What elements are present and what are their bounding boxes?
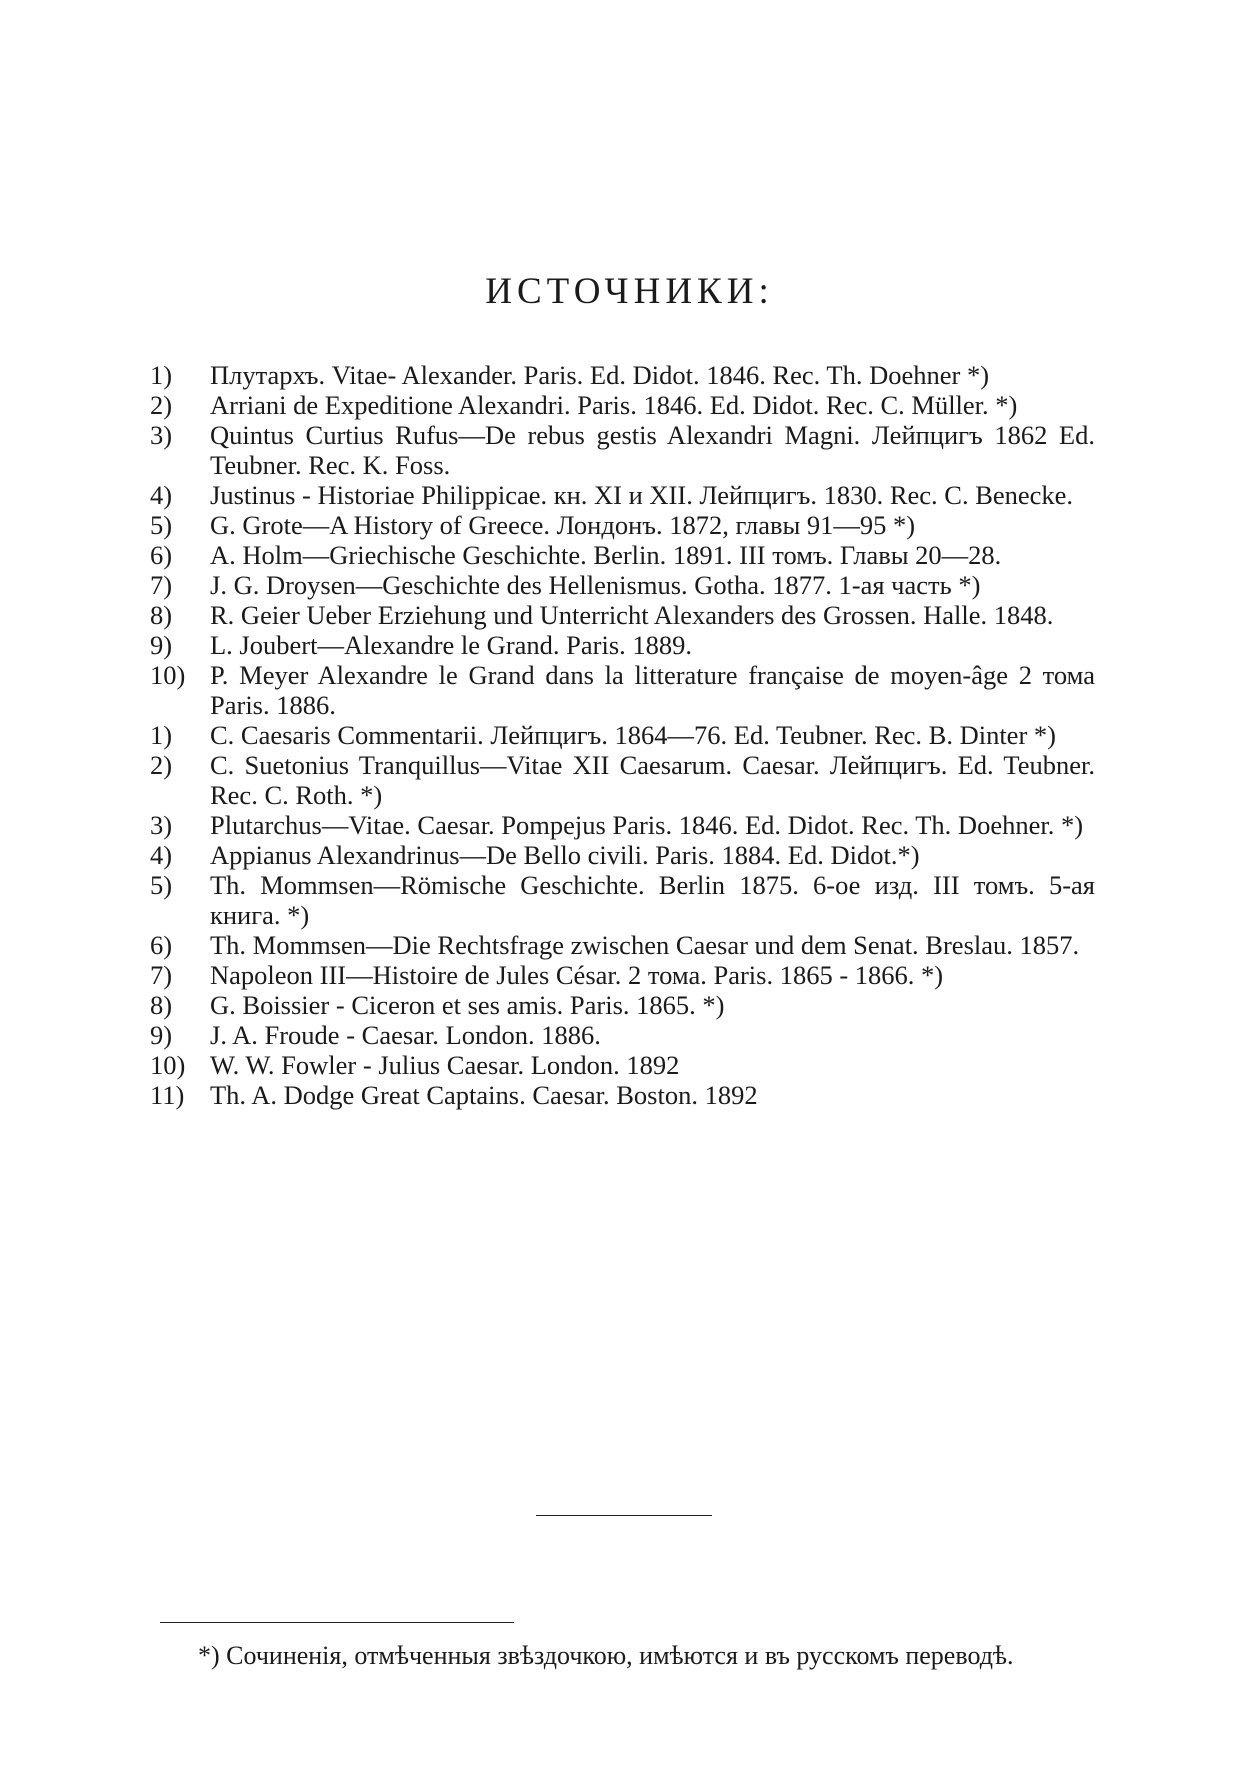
source-number: 7) <box>150 570 173 600</box>
footnote-rule <box>160 1622 514 1623</box>
source-entry <box>150 420 1095 480</box>
source-entry <box>150 870 1095 930</box>
source-entry <box>150 990 1095 1020</box>
source-text: Plutarchus—Vitae. Caesar. Pompejus Paris. 1846. Ed. Didot. Rec. Th. Doehner. *) <box>210 810 1084 840</box>
source-text: Плутархъ. Vitae- Alexander. Paris. Ed. Didot. 1846. Rec. Th. Doehner *) <box>210 360 990 390</box>
source-entry <box>150 720 1095 750</box>
source-text: W. W. Fowler - Julius Caesar. London. 1892 <box>210 1050 680 1080</box>
footnote: *) Сочиненія, отмѣченныя звѣздочкою, имѣются и въ русскомъ переводѣ. <box>198 1641 1014 1670</box>
source-number: 1) <box>150 720 173 750</box>
source-number: 5) <box>150 870 173 900</box>
source-number: 3) <box>150 420 173 450</box>
sources-list <box>150 360 1095 1110</box>
source-number: 3) <box>150 810 173 840</box>
source-entry <box>150 840 1095 870</box>
source-text: Appianus Alexandrinus—De Bello civili. Paris. 1884. Ed. Didot.*) <box>210 840 920 870</box>
source-entry <box>150 660 1095 720</box>
source-entry <box>150 810 1095 840</box>
source-entry <box>150 480 1095 510</box>
source-entry <box>150 1020 1095 1050</box>
source-text: Quintus Curtius Rufus—De rebus gestis Alexandri Magni. Лейпцигъ 1862 Ed. Teubner. Rec. K. Foss. <box>210 420 1095 480</box>
source-entry <box>150 540 1095 570</box>
source-number: 5) <box>150 510 173 540</box>
source-entry <box>150 600 1095 630</box>
source-entry <box>150 960 1095 990</box>
source-number: 6) <box>150 540 173 570</box>
source-number: 4) <box>150 480 173 510</box>
source-text: Th. A. Dodge Great Captains. Caesar. Boston. 1892 <box>210 1080 758 1110</box>
source-number: 7) <box>150 960 173 990</box>
source-text: Th. Mommsen—Römische Geschichte. Berlin 1875. 6-ое изд. III томъ. 5-ая книга. *) <box>210 870 1095 930</box>
section-divider <box>536 1515 712 1516</box>
source-number: 2) <box>150 750 173 780</box>
source-number: 8) <box>150 600 173 630</box>
page-heading: ИСТОЧНИКИ: <box>485 271 774 312</box>
source-number: 11) <box>150 1080 185 1110</box>
source-text: A. Holm—Griechische Geschichte. Berlin. 1891. III томъ. Главы 20—28. <box>210 540 1002 570</box>
source-entry <box>150 1080 1095 1110</box>
source-text: G. Grote—A History of Greece. Лондонъ. 1872, главы 91—95 *) <box>210 510 916 540</box>
source-text: R. Geier Ueber Erziehung und Unterricht Alexanders des Grossen. Halle. 1848. <box>210 600 1054 630</box>
source-text: J. G. Droysen—Geschichte des Hellenismus. Gotha. 1877. 1-ая часть *) <box>210 570 981 600</box>
source-entry <box>150 930 1095 960</box>
source-number: 9) <box>150 630 173 660</box>
source-number: 4) <box>150 840 173 870</box>
source-number: 1) <box>150 360 173 390</box>
source-entry <box>150 510 1095 540</box>
source-text: Arriani de Expeditione Alexandri. Paris. 1846. Ed. Didot. Rec. C. Müller. *) <box>210 390 1018 420</box>
source-text: P. Meyer Alexandre le Grand dans la litterature française de moyen-âge 2 тома Paris. 1886. <box>210 660 1095 720</box>
source-entry <box>150 630 1095 660</box>
source-entry <box>150 1050 1095 1080</box>
source-text: Napoleon III—Histoire de Jules César. 2 тома. Paris. 1865 - 1866. *) <box>210 960 944 990</box>
source-text: L. Joubert—Alexandre le Grand. Paris. 1889. <box>210 630 693 660</box>
source-text: C. Suetonius Tranquillus—Vitae XII Caesarum. Caesar. Лейпцигъ. Ed. Teubner. Rec. C. Roth. *) <box>210 750 1095 810</box>
source-number: 6) <box>150 930 173 960</box>
source-entry <box>150 390 1095 420</box>
source-text: C. Caesaris Commentarii. Лейпцигъ. 1864—76. Ed. Teubner. Rec. B. Dinter *) <box>210 720 1056 750</box>
source-number: 9) <box>150 1020 173 1050</box>
source-number: 10) <box>150 660 186 690</box>
source-text: Th. Mommsen—Die Rechtsfrage zwischen Caesar und dem Senat. Breslau. 1857. <box>210 930 1080 960</box>
source-entry <box>150 570 1095 600</box>
source-number: 10) <box>150 1050 186 1080</box>
source-number: 2) <box>150 390 173 420</box>
source-number: 8) <box>150 990 173 1020</box>
source-text: J. A. Froude - Caesar. London. 1886. <box>210 1020 601 1050</box>
source-entry <box>150 750 1095 810</box>
source-text: Justinus - Historiae Philippicae. кн. XI и XII. Лейпцигъ. 1830. Rec. C. Benecke. <box>210 480 1074 510</box>
source-text: G. Boissier - Ciceron et ses amis. Paris. 1865. *) <box>210 990 725 1020</box>
source-entry <box>150 360 1095 390</box>
